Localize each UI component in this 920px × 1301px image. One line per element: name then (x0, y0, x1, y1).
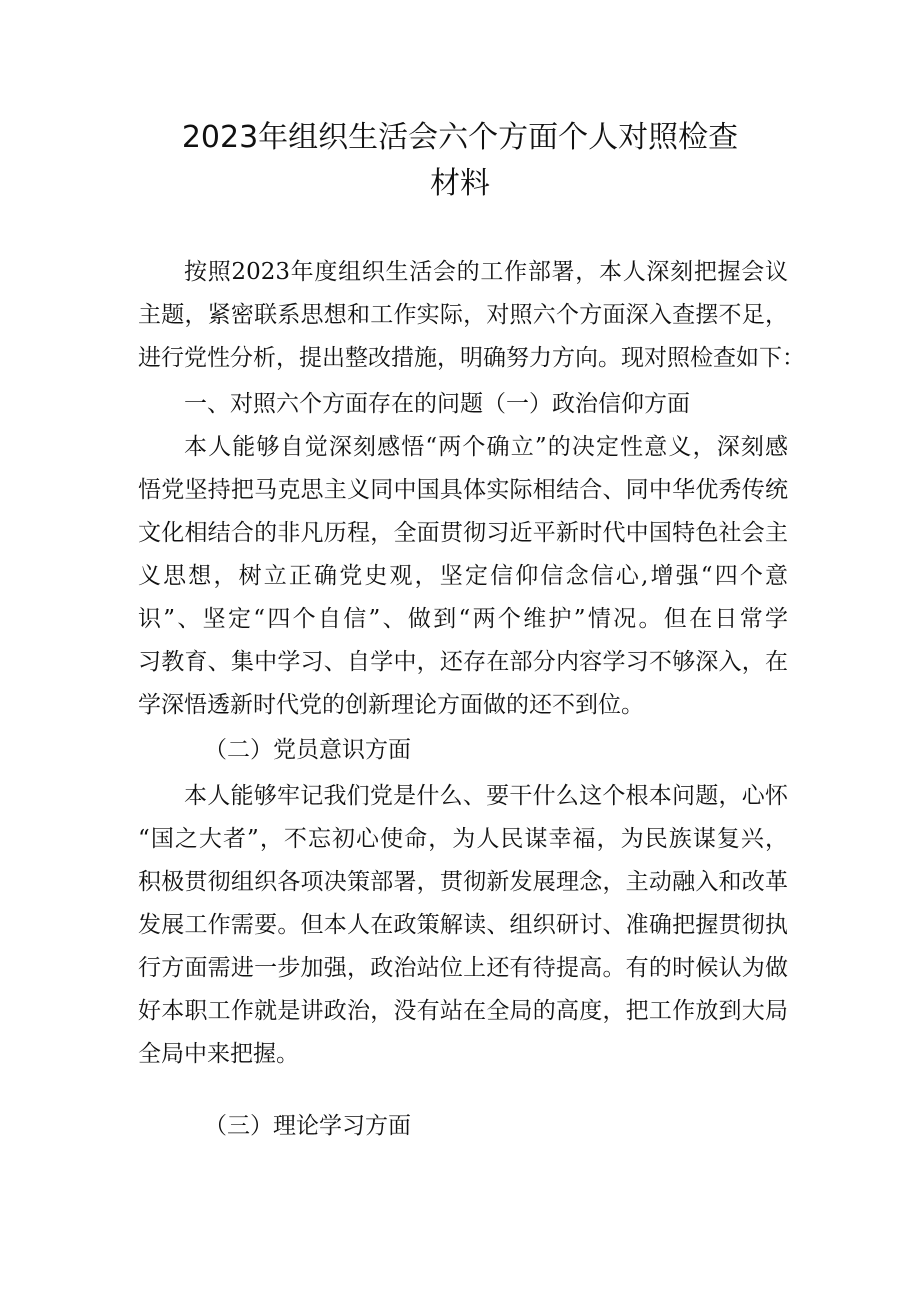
document-title-line-1: 2023年组织生活会六个方面个人对照检查 (181, 120, 739, 155)
section-heading-2: （二）党员意识方面 (204, 737, 411, 763)
para-political-belief-line-5: 识”、坚定“四个自信”、做到“两个维护”情况。但在日常学 (138, 606, 788, 632)
para-party-awareness-line-4: 发展工作需要。但本人在政策解读、组织研讨、准确把握贯彻执 (138, 912, 788, 938)
section-heading-3: （三）理论学习方面 (204, 1113, 411, 1139)
intro-line-3: 进行党性分析，提出整改措施，明确努力方向。现对照检查如下： (138, 345, 805, 371)
document-title-line-2: 材料 (430, 166, 490, 201)
para-political-belief-line-1: 本人能够自觉深刻感悟“两个确立”的决定性意义，深刻感 (184, 434, 788, 460)
para-political-belief-line-2: 悟党坚持把马克思主义同中国具体实际相结合、同中华优秀传统 (138, 477, 788, 503)
para-political-belief-line-7: 学深悟透新时代党的创新理论方面做的还不到位。 (138, 692, 644, 718)
para-party-awareness-line-3: 积极贯彻组织各项决策部署，贯彻新发展理念，主动融入和改革 (138, 869, 788, 895)
para-party-awareness-line-7: 全局中来把握。 (138, 1041, 299, 1067)
para-political-belief-line-3: 文化相结合的非凡历程，全面贯彻习近平新时代中国特色社会主 (138, 520, 788, 546)
para-political-belief-line-6: 习教育、集中学习、自学中，还存在部分内容学习不够深入，在 (138, 649, 788, 675)
intro-line-2: 主题，紧密联系思想和工作实际，对照六个方面深入查摆不足， (138, 302, 788, 328)
section-heading-1: 一、对照六个方面存在的问题（一）政治信仰方面 (184, 391, 690, 417)
para-party-awareness-line-5: 行方面需进一步加强，政治站位上还有待提高。有的时候认为做 (138, 955, 788, 981)
intro-line-1: 按照2023年度组织生活会的工作部署，本人深刻把握会议 (184, 259, 788, 285)
para-party-awareness-line-6: 好本职工作就是讲政治，没有站在全局的高度，把工作放到大局 (138, 998, 788, 1024)
para-party-awareness-line-1: 本人能够牢记我们党是什么、要干什么这个根本问题，心怀 (184, 783, 788, 809)
para-political-belief-line-4: 义思想，树立正确党史观，坚定信仰信念信心,增强“四个意 (138, 563, 788, 589)
para-party-awareness-line-2: “国之大者”，不忘初心使命，为人民谋幸福，为民族谋复兴， (138, 826, 788, 852)
